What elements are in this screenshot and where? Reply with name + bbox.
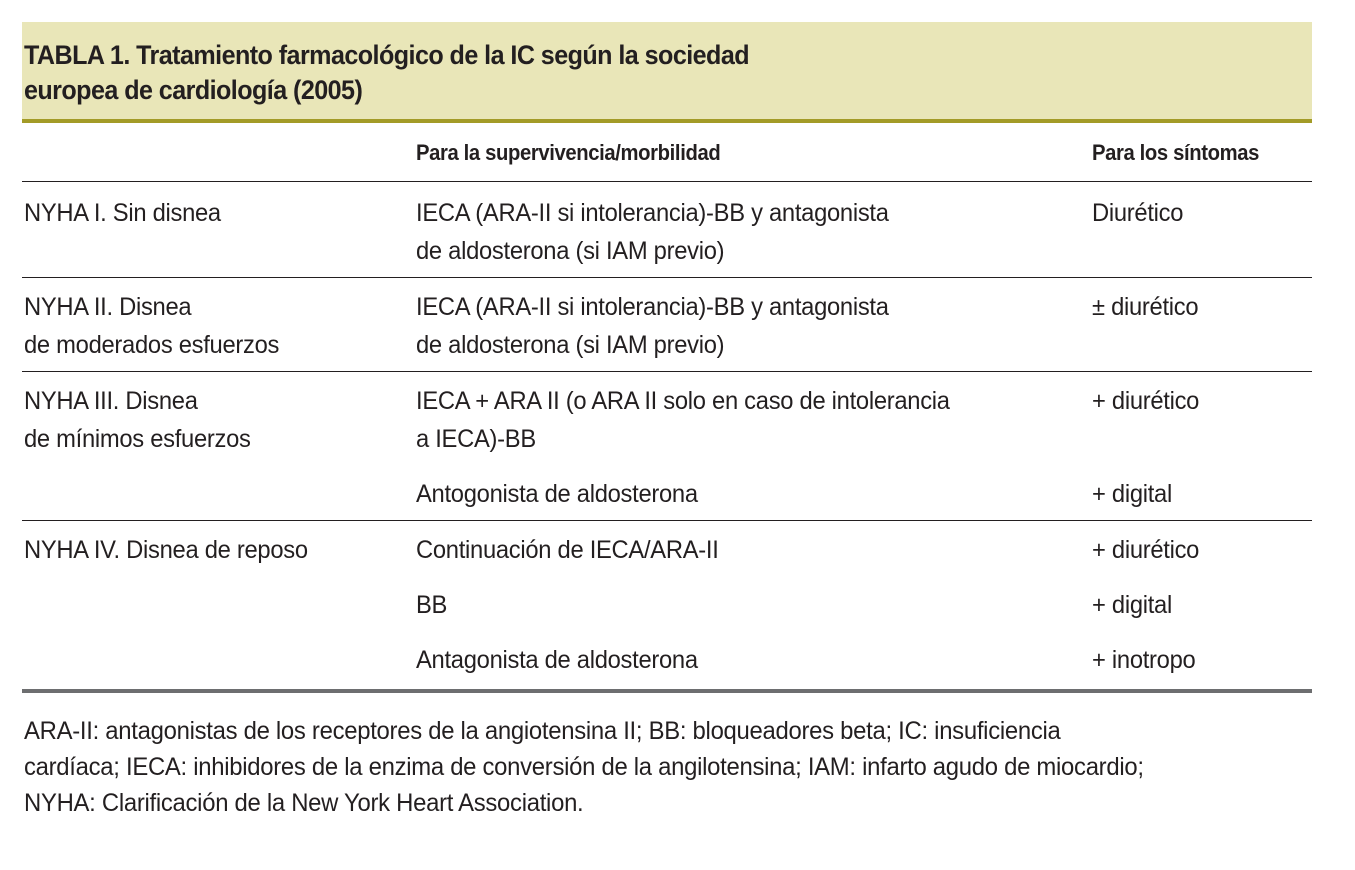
table-header-row — [22, 123, 1312, 182]
class-label-line: NYHA II. Disnea — [24, 293, 192, 321]
class-label — [24, 531, 308, 569]
header-symptoms: Para los síntomas — [1092, 140, 1259, 165]
treatment-line: IECA (ARA-II si intolerancia)-BB y antagonista — [416, 293, 889, 321]
treatment-cell — [416, 531, 719, 569]
symptoms-cell: + digital — [1092, 480, 1172, 508]
table-group-nyha-4 — [22, 521, 1312, 693]
symptoms-cell: ± diurético — [1092, 293, 1199, 321]
class-label-line: NYHA III. Disnea — [24, 387, 198, 415]
treatment-line: IECA + ARA II (o ARA II solo en caso de intolerancia — [416, 387, 950, 415]
treatment-cell — [416, 288, 889, 364]
treatment-cell — [416, 586, 447, 624]
class-label-line: de moderados esfuerzos — [24, 331, 280, 359]
treatment-cell — [416, 194, 889, 270]
document — [22, 22, 1312, 693]
footnote-line: cardíaca; IECA: inhibidores de la enzima de conversión de la angilotensina; IAM: infarto agudo de miocardio; — [24, 753, 1144, 781]
treatment-line: de aldosterona (si IAM previo) — [416, 237, 725, 265]
symptoms-cell: + diurético — [1092, 387, 1200, 415]
treatment-table — [22, 123, 1312, 693]
class-label — [24, 288, 279, 364]
treatment-line: BB — [416, 591, 448, 619]
treatment-cell — [416, 382, 950, 458]
class-label-line: de mínimos esfuerzos — [24, 425, 251, 453]
footnote-line: NYHA: Clarificación de la New York Heart Association. — [24, 789, 584, 817]
treatment-line: Continuación de IECA/ARA-II — [416, 536, 719, 564]
table-footnote — [24, 713, 1144, 821]
treatment-line: Antogonista de aldosterona — [416, 480, 698, 508]
treatment-line: de aldosterona (si IAM previo) — [416, 331, 725, 359]
table-title-line-1: TABLA 1. Tratamiento farmacológico de la IC según la sociedad — [24, 40, 750, 70]
footnote-line: ARA-II: antagonistas de los receptores de la angiotensina II; BB: bloqueadores beta; IC: insuficiencia — [24, 717, 1061, 745]
class-label — [24, 194, 221, 232]
class-label — [24, 382, 251, 458]
table-title-line-2: europea de cardiología (2005) — [24, 75, 363, 105]
class-label-line: NYHA IV. Disnea de reposo — [24, 536, 308, 564]
table-title-band — [22, 22, 1312, 123]
symptoms-cell: + inotropo — [1092, 646, 1196, 674]
treatment-line: IECA (ARA-II si intolerancia)-BB y antagonista — [416, 199, 889, 227]
symptoms-cell: + digital — [1092, 591, 1172, 619]
class-label-line: NYHA I. Sin disnea — [24, 199, 221, 227]
treatment-line: Antagonista de aldosterona — [416, 646, 698, 674]
table-group-nyha-1 — [22, 182, 1312, 278]
symptoms-cell: + diurético — [1092, 536, 1200, 564]
table-group-nyha-2 — [22, 278, 1312, 372]
treatment-line: a IECA)-BB — [416, 425, 536, 453]
table-group-nyha-3 — [22, 372, 1312, 521]
header-survival: Para la supervivencia/morbilidad — [416, 140, 721, 165]
symptoms-cell: Diurético — [1092, 199, 1184, 227]
treatment-cell — [416, 475, 698, 513]
treatment-cell — [416, 641, 698, 679]
